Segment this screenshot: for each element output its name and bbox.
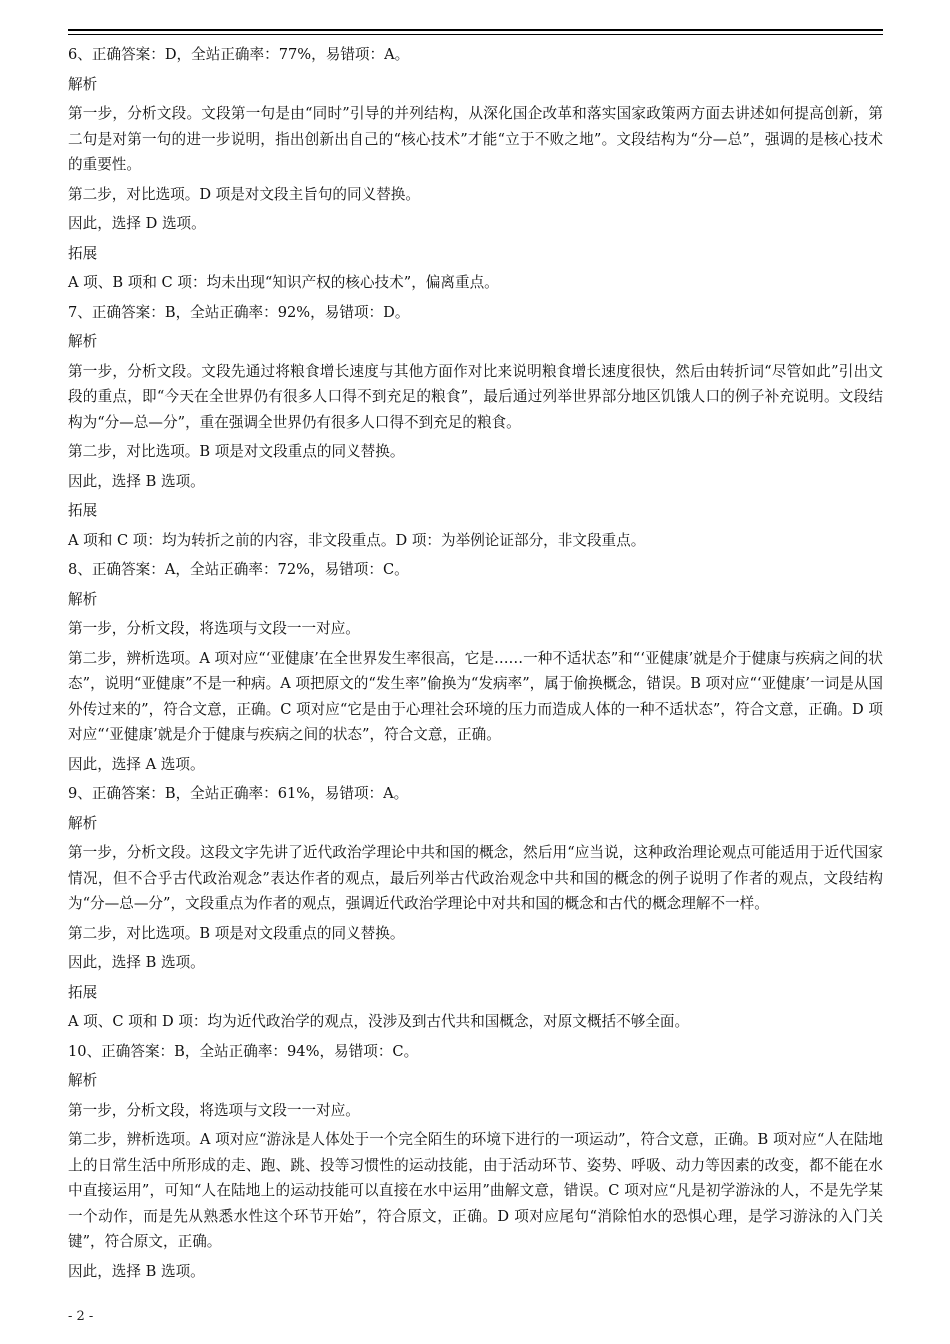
paragraph: 拓展 [68,983,98,1001]
page-number: - 2 - [68,1309,94,1324]
paragraph: 解析 [68,590,98,608]
paragraph: 第一步，分析文段。这段文字先讲了近代政治学理论中共和国的概念，然后用“应当说，这种政治理论观点可能适用于近代国家情况，但不合乎古代政治观念”表达作者的观点，最后列举古代政治观念中共和国的概念的例子说明了作者的观点，文段结构为“分—总—分”，文段重点为作者的观点，强调近代政治学理论中对共和国的概念和古代的概念理解不一样。 [68,844,883,912]
paragraph: 因此，选择 B 选项。 [68,472,205,490]
paragraph: 解析 [68,1072,98,1089]
paragraph: 10、正确答案：B，全站正确率：94%，易错项：C。 [68,1042,419,1060]
paragraph: 第二步，辨析选项。A 项对应“游泳是人体处于一个完全陌生的环境下进行的一项运动”，符合文意，正确。B 项对应“人在陆地上的日常生活中所形成的走、跑、跳、投等习惯性的运动技能，由于活动环节、姿势、呼吸、动力等因素的改变，都不能在水中直接运用”，可知“人在陆地上的运动技能可以直接在水中运用”曲解文意，错误。C 项对应“凡是初学游泳的人，不是先学某一个动作，而是先从熟悉水性这个环节开始”，符合原文，正确。D 项对应尾句“消除怕水的恐惧心理，是学习游泳的入门关键”，符合原文，正确。 [68,1131,883,1250]
paragraph: 因此，选择 B 选项。 [68,1262,205,1280]
paragraph: 9、正确答案：B，全站正确率：61%，易错项：A。 [68,785,409,802]
paragraph: 解析 [68,814,98,832]
paragraph: 第二步，对比选项。B 项是对文段重点的同义替换。 [68,443,405,460]
paragraph: 第一步，分析文段。文段先通过将粮食增长速度与其他方面作对比来说明粮食增长速度很快，然后由转折词“尽管如此”引出文段的重点，即“今天在全世界仍有很多人口得不到充足的粮食”，最后通过列举世界部分地区饥饿人口的例子补充说明。文段结构为“分—总—分”，重在强调全世界仍有很多人口得不到充足的粮食。 [68,362,883,431]
document-body [68,42,883,1288]
paragraph: 第二步，辨析选项。A 项对应“‘亚健康’在全世界发生率很高，它是……一种不适状态”和“‘亚健康’就是介于健康与疾病之间的状态”，说明“亚健康”不是一种病。A 项把原文的“发生率”偷换为“发病率”，属于偷换概念，错误。B 项对应“‘亚健康’一词是从国外传过来的”，符合文意，正确。C 项对应“它是由于心理社会环境的压力而造成人体的一种不适状态”，符合文意，正确。D 项对应“‘亚健康’就是介于健康与疾病之间的状态”，符合文意，正确。 [68,649,883,743]
paragraph: 因此，选择 D 选项。 [68,215,206,232]
paragraph: 第一步，分析文段。文段第一句是由“同时”引导的并列结构，从深化国企改革和落实国家政策两方面去讲述如何提高创新，第二句是对第一句的进一步说明，指出创新出自己的“核心技术”才能“立于不败之地”。文段结构为“分—总”，强调的是核心技术的重要性。 [68,105,883,173]
paragraph: 解析 [68,75,98,93]
paragraph: 8、正确答案：A，全站正确率：72%，易错项：C。 [68,561,409,578]
paragraph: 第一步，分析文段，将选项与文段一一对应。 [68,1101,360,1119]
paragraph: 第二步，对比选项。B 项是对文段重点的同义替换。 [68,924,405,942]
paragraph: 因此，选择 B 选项。 [68,954,205,971]
paragraph: 解析 [68,333,98,350]
paragraph: 因此，选择 A 选项。 [68,755,205,773]
header-rule-thin [68,34,883,35]
paragraph: A 项、B 项和 C 项：均未出现“知识产权的核心技术”，偏离重点。 [68,274,499,291]
header-rule-thick [68,29,883,31]
paragraph: 第一步，分析文段，将选项与文段一一对应。 [68,620,360,637]
paragraph: 拓展 [68,502,98,519]
paragraph: 7、正确答案：B，全站正确率：92%，易错项：D。 [68,303,410,321]
paragraph: A 项、C 项和 D 项：均为近代政治学的观点，没涉及到古代共和国概念，对原文概括不够全面。 [68,1013,690,1030]
paragraph: 拓展 [68,244,98,262]
paragraph: 第二步，对比选项。D 项是对文段主旨句的同义替换。 [68,185,420,203]
paragraph: 6、正确答案：D，全站正确率：77%，易错项：A。 [68,46,410,63]
paragraph: A 项和 C 项：均为转折之前的内容，非文段重点。D 项：为举例论证部分，非文段重点。 [68,531,646,549]
